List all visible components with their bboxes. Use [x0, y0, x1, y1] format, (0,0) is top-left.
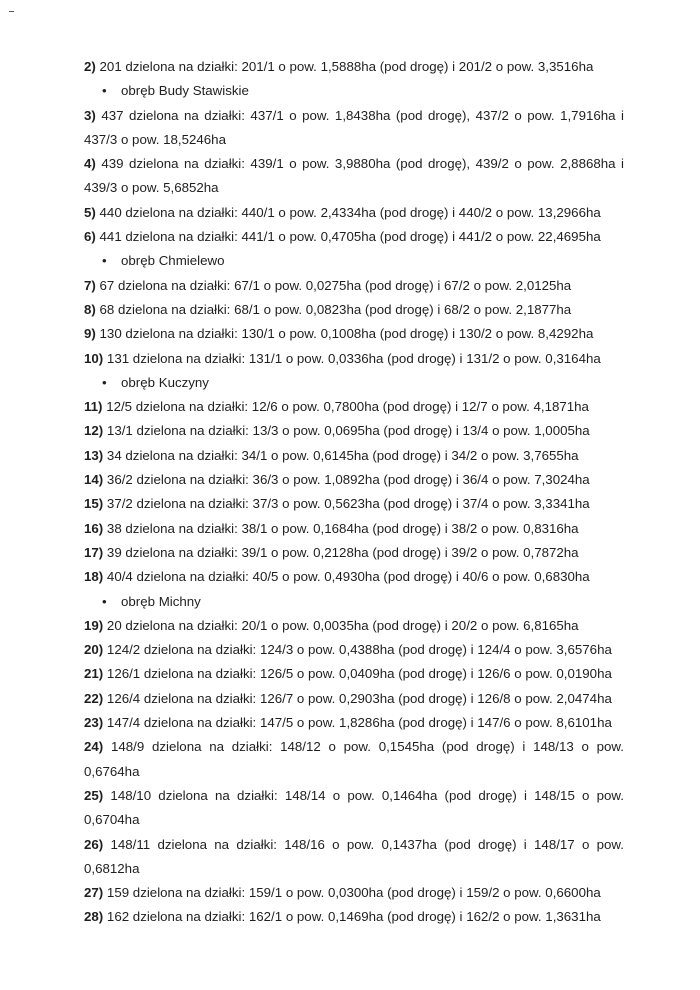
list-item	[84, 521, 624, 545]
parcel-list	[84, 59, 624, 934]
section-label: obręb Budy Stawiskie	[121, 83, 249, 99]
section-label: obręb Kuczyny	[121, 374, 209, 390]
bullet-icon: •	[102, 374, 107, 390]
list-item	[84, 545, 624, 569]
list-item	[84, 229, 624, 253]
list-item	[84, 472, 624, 496]
item-number: 24)	[84, 739, 104, 755]
item-text: 36/2 dzielona na działki: 36/3 o pow. 1,0892ha (pod drogę) i 36/4 o pow. 7,3024ha	[106, 472, 590, 488]
list-item	[84, 59, 624, 83]
list-item-continuation	[84, 132, 624, 156]
item-number: 26)	[84, 836, 104, 852]
item-text: 148/10 dzielona na działki: 148/14 o pow. 0,1464ha (pod drogę) i 148/15 o pow.	[110, 787, 624, 803]
list-item	[84, 739, 624, 755]
list-item	[84, 278, 624, 302]
item-number: 7)	[84, 277, 96, 293]
item-text: 38 dzielona na działki: 38/1 o pow. 0,1684ha (pod drogę) i 38/2 o pow. 0,8316ha	[106, 520, 579, 536]
list-item	[84, 156, 624, 172]
item-number: 25)	[84, 787, 104, 803]
item-number: 2)	[84, 59, 96, 74]
item-number: 6)	[84, 229, 96, 245]
item-text: 20 dzielona na działki: 20/1 o pow. 0,0035ha (pod drogę) i 20/2 o pow. 6,8165ha	[106, 617, 579, 633]
item-number: 10)	[84, 350, 104, 366]
item-number: 27)	[84, 885, 104, 901]
item-text: 40/4 dzielona na działki: 40/5 o pow. 0,4930ha (pod drogę) i 40/6 o pow. 0,6830ha	[106, 569, 590, 585]
item-number: 23)	[84, 715, 104, 731]
list-item	[84, 909, 624, 933]
item-text: 0,6704ha	[84, 812, 140, 828]
list-item	[84, 569, 624, 593]
item-text: 39 dzielona na działki: 39/1 o pow. 0,2128ha (pod drogę) i 39/2 o pow. 0,7872ha	[106, 544, 579, 560]
list-item	[84, 326, 624, 350]
item-number: 4)	[84, 156, 96, 172]
list-item	[84, 691, 624, 715]
item-text: 13/1 dzielona na działki: 13/3 o pow. 0,0695ha (pod drogę) i 13/4 o pow. 1,0005ha	[106, 423, 590, 439]
item-text: 68 dzielona na działki: 68/1 o pow. 0,0823ha (pod drogę) i 68/2 o pow. 2,1877ha	[99, 301, 572, 317]
list-item	[84, 108, 624, 124]
item-text: 0,6764ha	[84, 763, 140, 779]
list-item	[84, 302, 624, 326]
item-text: 439/3 o pow. 5,6852ha	[84, 180, 219, 196]
item-text: 201 dzielona na działki: 201/1 o pow. 1,5888ha (pod drogę) i 201/2 o pow. 3,3516ha	[99, 59, 594, 74]
item-text: 34 dzielona na działki: 34/1 o pow. 0,6145ha (pod drogę) i 34/2 o pow. 3,7655ha	[106, 447, 579, 463]
item-text: 437/3 o pow. 18,5246ha	[84, 131, 226, 147]
list-item	[84, 788, 624, 804]
list-item	[84, 399, 624, 423]
list-item	[84, 666, 624, 690]
list-item-continuation	[84, 764, 624, 788]
item-text: 0,6812ha	[84, 860, 140, 876]
item-number: 17)	[84, 544, 104, 560]
item-number: 22)	[84, 690, 104, 706]
list-item	[84, 715, 624, 739]
list-item	[84, 496, 624, 520]
item-number: 11)	[84, 399, 103, 415]
item-text: 126/1 dzielona na działki: 126/5 o pow. 0,0409ha (pod drogę) i 126/6 o pow. 0,0190ha	[106, 666, 612, 682]
scan-mark	[9, 11, 14, 12]
item-number: 18)	[84, 569, 104, 585]
item-text: 12/5 dzielona na działki: 12/6 o pow. 0,7800ha (pod drogę) i 12/7 o pow. 4,1871ha	[106, 399, 589, 415]
bullet-icon: •	[102, 253, 107, 269]
item-number: 3)	[84, 107, 96, 123]
section-heading	[84, 594, 624, 618]
item-text: 67 dzielona na działki: 67/1 o pow. 0,0275ha (pod drogę) i 67/2 o pow. 2,0125ha	[99, 277, 572, 293]
item-number: 14)	[84, 472, 104, 488]
item-number: 28)	[84, 909, 104, 925]
list-item	[84, 642, 624, 666]
list-item	[84, 618, 624, 642]
item-text: 124/2 dzielona na działki: 124/3 o pow. 0,4388ha (pod drogę) i 124/4 o pow. 3,6576ha	[106, 642, 612, 658]
item-number: 13)	[84, 447, 104, 463]
list-item	[84, 448, 624, 472]
item-number: 20)	[84, 642, 104, 658]
list-item-continuation	[84, 812, 624, 836]
list-item	[84, 351, 624, 375]
item-text: 159 dzielona na działki: 159/1 o pow. 0,0300ha (pod drogę) i 159/2 o pow. 0,6600ha	[106, 885, 601, 901]
item-number: 5)	[84, 204, 96, 220]
item-text: 130 dzielona na działki: 130/1 o pow. 0,1008ha (pod drogę) i 130/2 o pow. 8,4292ha	[99, 326, 594, 342]
list-item-continuation	[84, 180, 624, 204]
section-label: obręb Chmielewo	[121, 253, 225, 269]
item-number: 15)	[84, 496, 104, 512]
list-item	[84, 837, 624, 853]
item-text: 437 dzielona na działki: 437/1 o pow. 1,8438ha (pod drogę), 437/2 o pow. 1,7916ha i	[101, 107, 624, 123]
item-text: 37/2 dzielona na działki: 37/3 o pow. 0,5623ha (pod drogę) i 37/4 o pow. 3,3341ha	[106, 496, 590, 512]
item-text: 439 dzielona na działki: 439/1 o pow. 3,9880ha (pod drogę), 439/2 o pow. 2,8868ha i	[101, 156, 624, 172]
section-label: obręb Michny	[121, 593, 201, 609]
item-number: 16)	[84, 520, 104, 536]
item-number: 8)	[84, 301, 96, 317]
item-text: 148/11 dzielona na działki: 148/16 o pow. 0,1437ha (pod drogę) i 148/17 o pow.	[110, 836, 624, 852]
item-text: 131 dzielona na działki: 131/1 o pow. 0,0336ha (pod drogę) i 131/2 o pow. 0,3164ha	[106, 350, 601, 366]
section-heading	[84, 83, 624, 107]
bullet-icon: •	[102, 83, 107, 99]
item-text: 148/9 dzielona na działki: 148/12 o pow. 0,1545ha (pod drogę) i 148/13 o pow.	[110, 739, 624, 755]
item-number: 9)	[84, 326, 96, 342]
item-text: 440 dzielona na działki: 440/1 o pow. 2,4334ha (pod drogę) i 440/2 o pow. 13,2966ha	[99, 204, 601, 220]
section-heading	[84, 375, 624, 399]
list-item-continuation	[84, 861, 624, 885]
item-number: 12)	[84, 423, 104, 439]
item-text: 441 dzielona na działki: 441/1 o pow. 0,4705ha (pod drogę) i 441/2 o pow. 22,4695ha	[99, 229, 601, 245]
item-number: 21)	[84, 666, 104, 682]
item-number: 19)	[84, 617, 104, 633]
list-item	[84, 885, 624, 909]
section-heading	[84, 253, 624, 277]
item-text: 162 dzielona na działki: 162/1 o pow. 0,1469ha (pod drogę) i 162/2 o pow. 1,3631ha	[106, 909, 601, 925]
bullet-icon: •	[102, 593, 107, 609]
item-text: 126/4 dzielona na działki: 126/7 o pow. 0,2903ha (pod drogę) i 126/8 o pow. 2,0474ha	[106, 690, 612, 706]
list-item	[84, 205, 624, 229]
item-text: 147/4 dzielona na działki: 147/5 o pow. 1,8286ha (pod drogę) i 147/6 o pow. 8,6101ha	[106, 715, 612, 731]
list-item	[84, 423, 624, 447]
